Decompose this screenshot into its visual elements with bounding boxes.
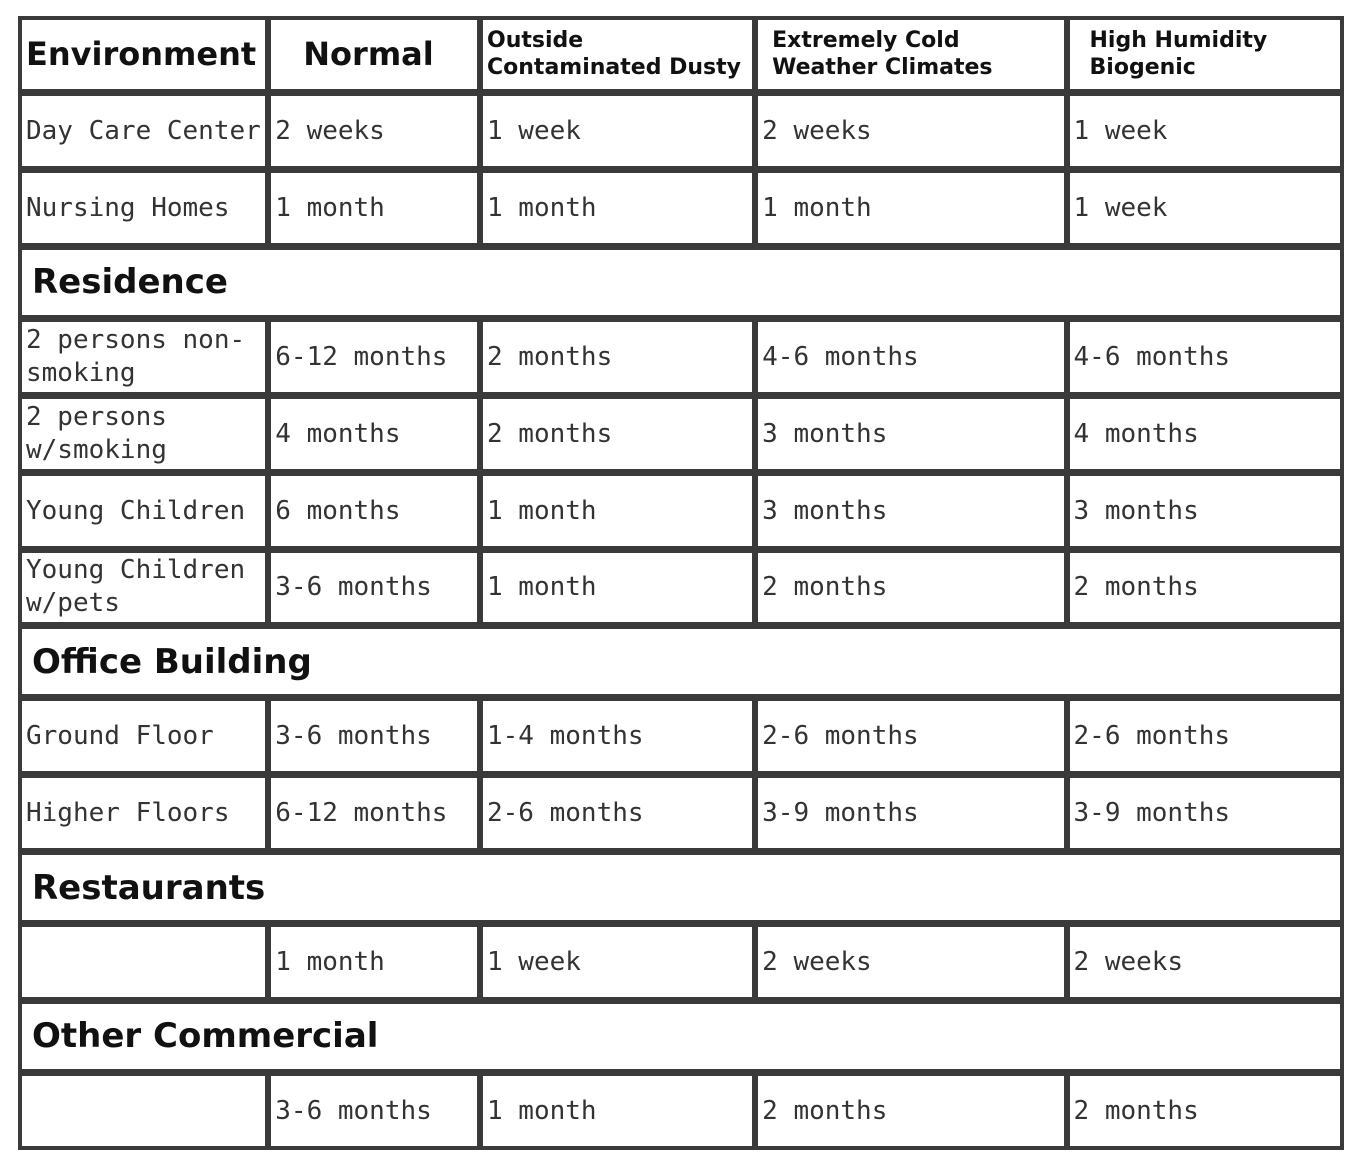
cell-extremely-cold: 3 months — [758, 476, 1063, 546]
cell-high-humidity: 2 months — [1070, 553, 1340, 623]
cell-extremely-cold: 4-6 months — [758, 322, 1063, 392]
cell-extremely-cold: 2-6 months — [758, 701, 1063, 771]
table-row — [22, 927, 1340, 997]
section-title: Restaurants — [22, 855, 1340, 920]
cell-normal: 6 months — [271, 476, 477, 546]
header-outside-contaminated: Outside Contaminated Dusty — [483, 20, 752, 89]
section-row — [22, 855, 1340, 920]
filter-replacement-table — [18, 16, 1344, 1150]
cell-high-humidity: 1 week — [1070, 173, 1340, 243]
cell-high-humidity: 2 months — [1070, 1076, 1340, 1146]
cell-normal: 4 months — [271, 399, 477, 469]
schedule-table — [16, 13, 1346, 1153]
header-high-humidity: High Humidity Biogenic — [1070, 20, 1340, 89]
cell-extremely-cold: 1 month — [758, 173, 1063, 243]
table-row — [22, 701, 1340, 771]
table-row — [22, 322, 1340, 392]
cell-extremely-cold: 2 months — [758, 1076, 1063, 1146]
cell-high-humidity: 4-6 months — [1070, 322, 1340, 392]
cell-outside-contaminated: 2 months — [483, 322, 752, 392]
row-label: Nursing Homes — [22, 173, 265, 243]
cell-high-humidity: 4 months — [1070, 399, 1340, 469]
cell-normal: 6-12 months — [271, 322, 477, 392]
table-row — [22, 778, 1340, 848]
cell-high-humidity: 3-9 months — [1070, 778, 1340, 848]
cell-normal: 1 month — [271, 927, 477, 997]
cell-high-humidity: 2-6 months — [1070, 701, 1340, 771]
cell-outside-contaminated: 1-4 months — [483, 701, 752, 771]
table-row — [22, 1076, 1340, 1146]
section-row — [22, 629, 1340, 694]
row-label: Young Children w/pets — [22, 553, 265, 623]
cell-outside-contaminated: 1 month — [483, 553, 752, 623]
cell-outside-contaminated: 1 week — [483, 927, 752, 997]
section-row — [22, 250, 1340, 315]
table-row — [22, 476, 1340, 546]
cell-normal: 6-12 months — [271, 778, 477, 848]
table-row — [22, 399, 1340, 469]
row-label: Ground Floor — [22, 701, 265, 771]
row-label: Young Children — [22, 476, 265, 546]
section-title: Other Commercial — [22, 1004, 1340, 1069]
cell-extremely-cold: 2 months — [758, 553, 1063, 623]
cell-high-humidity: 2 weeks — [1070, 927, 1340, 997]
header-row — [22, 20, 1340, 89]
cell-outside-contaminated: 2-6 months — [483, 778, 752, 848]
cell-normal: 1 month — [271, 173, 477, 243]
cell-extremely-cold: 3-9 months — [758, 778, 1063, 848]
cell-extremely-cold: 2 weeks — [758, 927, 1063, 997]
header-normal: Normal — [271, 20, 477, 89]
table-body — [22, 20, 1340, 1146]
table-row — [22, 173, 1340, 243]
cell-normal: 3-6 months — [271, 701, 477, 771]
section-title: Residence — [22, 250, 1340, 315]
cell-normal: 3-6 months — [271, 1076, 477, 1146]
cell-outside-contaminated: 1 month — [483, 476, 752, 546]
header-environment: Environment — [22, 20, 265, 89]
table-row — [22, 553, 1340, 623]
section-title: Office Building — [22, 629, 1340, 694]
cell-outside-contaminated: 2 months — [483, 399, 752, 469]
row-label — [22, 927, 265, 997]
table-row — [22, 96, 1340, 166]
cell-extremely-cold: 3 months — [758, 399, 1063, 469]
cell-normal: 2 weeks — [271, 96, 477, 166]
cell-high-humidity: 3 months — [1070, 476, 1340, 546]
cell-outside-contaminated: 1 week — [483, 96, 752, 166]
row-label — [22, 1076, 265, 1146]
section-row — [22, 1004, 1340, 1069]
cell-outside-contaminated: 1 month — [483, 173, 752, 243]
cell-normal: 3-6 months — [271, 553, 477, 623]
row-label: Day Care Center — [22, 96, 265, 166]
row-label: 2 persons w/smoking — [22, 399, 265, 469]
cell-outside-contaminated: 1 month — [483, 1076, 752, 1146]
cell-extremely-cold: 2 weeks — [758, 96, 1063, 166]
row-label: Higher Floors — [22, 778, 265, 848]
cell-high-humidity: 1 week — [1070, 96, 1340, 166]
row-label: 2 persons non-smoking — [22, 322, 265, 392]
header-extremely-cold: Extremely Cold Weather Climates — [758, 20, 1063, 89]
